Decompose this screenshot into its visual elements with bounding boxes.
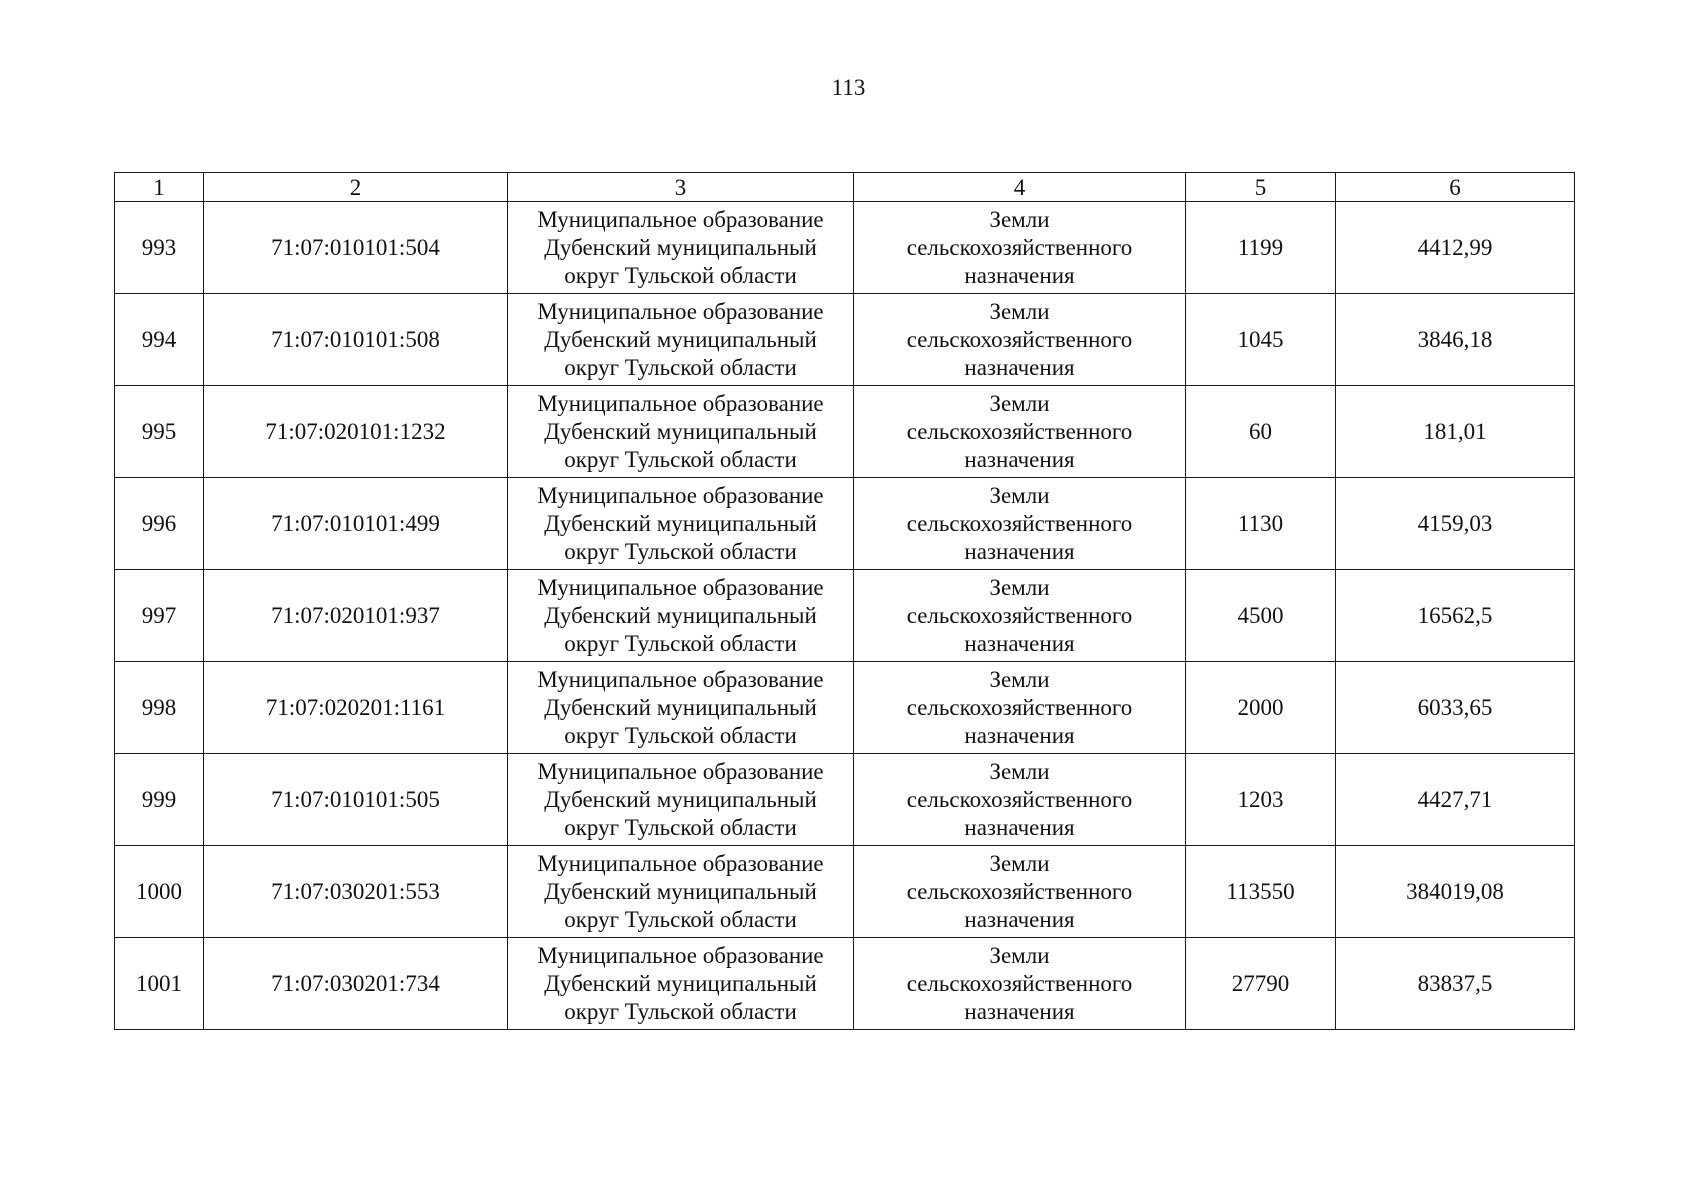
row-number-cell: 997 xyxy=(115,570,204,662)
owner-cell-line: округ Тульской области xyxy=(564,630,797,656)
land-category-cell-line: назначения xyxy=(964,998,1075,1024)
row-number-cell: 996 xyxy=(115,478,204,570)
row-number-cell: 994 xyxy=(115,294,204,386)
table-header-row xyxy=(115,173,1575,202)
value-cell: 4159,03 xyxy=(1336,478,1575,570)
table-row xyxy=(115,938,1575,1030)
land-category-cell-line: Земли xyxy=(989,482,1050,508)
cadastral-number-cell: 71:07:010101:499 xyxy=(204,478,508,570)
cadastral-number-cell: 71:07:020101:1232 xyxy=(204,386,508,478)
land-category-cell xyxy=(854,754,1186,846)
owner-cell-line: Муниципальное образование xyxy=(537,758,824,784)
cadastral-number-cell: 71:07:030201:553 xyxy=(204,846,508,938)
owner-cell xyxy=(508,202,854,294)
land-category-cell xyxy=(854,938,1186,1030)
area-cell: 60 xyxy=(1186,386,1336,478)
owner-cell-line: Дубенский муниципальный xyxy=(544,510,817,536)
owner-cell xyxy=(508,294,854,386)
value-cell: 4412,99 xyxy=(1336,202,1575,294)
row-number-cell: 1001 xyxy=(115,938,204,1030)
land-category-cell xyxy=(854,662,1186,754)
land-category-cell-line: Земли xyxy=(989,758,1050,784)
owner-cell-line: округ Тульской области xyxy=(564,354,797,380)
land-category-cell-line: Земли xyxy=(989,666,1050,692)
land-category-cell-line: сельскохозяйственного xyxy=(906,602,1133,628)
page-number: 113 xyxy=(831,75,866,100)
land-category-cell-line: сельскохозяйственного xyxy=(906,418,1133,444)
owner-cell-line: Дубенский муниципальный xyxy=(544,418,817,444)
land-category-cell xyxy=(854,386,1186,478)
column-header-1: 1 xyxy=(115,173,204,202)
owner-cell xyxy=(508,846,854,938)
area-cell: 1199 xyxy=(1186,202,1336,294)
owner-cell-line: округ Тульской области xyxy=(564,722,797,748)
value-cell: 16562,5 xyxy=(1336,570,1575,662)
land-category-cell-line: сельскохозяйственного xyxy=(906,970,1133,996)
table-row xyxy=(115,846,1575,938)
area-cell: 27790 xyxy=(1186,938,1336,1030)
value-cell: 4427,71 xyxy=(1336,754,1575,846)
value-cell: 181,01 xyxy=(1336,386,1575,478)
land-category-cell xyxy=(854,846,1186,938)
area-cell: 1130 xyxy=(1186,478,1336,570)
land-category-cell-line: Земли xyxy=(989,574,1050,600)
area-cell: 113550 xyxy=(1186,846,1336,938)
column-header-2: 2 xyxy=(204,173,508,202)
owner-cell-line: Муниципальное образование xyxy=(537,666,824,692)
owner-cell-line: Муниципальное образование xyxy=(537,574,824,600)
value-cell: 6033,65 xyxy=(1336,662,1575,754)
column-header-6: 6 xyxy=(1336,173,1575,202)
land-category-cell xyxy=(854,570,1186,662)
table-row xyxy=(115,478,1575,570)
column-header-5: 5 xyxy=(1186,173,1336,202)
table-body xyxy=(115,173,1575,1030)
table-row xyxy=(115,570,1575,662)
land-category-cell-line: назначения xyxy=(964,722,1075,748)
land-category-cell-line: Земли xyxy=(989,206,1050,232)
land-category-cell-line: Земли xyxy=(989,390,1050,416)
owner-cell-line: Муниципальное образование xyxy=(537,942,824,968)
table-row xyxy=(115,294,1575,386)
land-category-cell xyxy=(854,478,1186,570)
table-row xyxy=(115,202,1575,294)
owner-cell-line: Дубенский муниципальный xyxy=(544,326,817,352)
owner-cell-line: округ Тульской области xyxy=(564,906,797,932)
land-category-cell-line: назначения xyxy=(964,446,1075,472)
column-header-4: 4 xyxy=(854,173,1186,202)
land-category-cell-line: назначения xyxy=(964,354,1075,380)
land-category-cell xyxy=(854,294,1186,386)
cadastral-number-cell: 71:07:020201:1161 xyxy=(204,662,508,754)
table-row xyxy=(115,754,1575,846)
owner-cell xyxy=(508,386,854,478)
owner-cell-line: Муниципальное образование xyxy=(537,390,824,416)
row-number-cell: 998 xyxy=(115,662,204,754)
land-category-cell-line: Земли xyxy=(989,298,1050,324)
owner-cell xyxy=(508,570,854,662)
land-registry-table xyxy=(114,172,1575,1030)
owner-cell-line: округ Тульской области xyxy=(564,262,797,288)
land-category-cell-line: сельскохозяйственного xyxy=(906,694,1133,720)
cadastral-number-cell: 71:07:020101:937 xyxy=(204,570,508,662)
row-number-cell: 995 xyxy=(115,386,204,478)
column-header-3: 3 xyxy=(508,173,854,202)
land-category-cell-line: сельскохозяйственного xyxy=(906,786,1133,812)
owner-cell-line: Дубенский муниципальный xyxy=(544,602,817,628)
owner-cell xyxy=(508,662,854,754)
land-category-cell-line: Земли xyxy=(989,942,1050,968)
owner-cell-line: Муниципальное образование xyxy=(537,298,824,324)
owner-cell xyxy=(508,478,854,570)
land-category-cell-line: сельскохозяйственного xyxy=(906,234,1133,260)
owner-cell-line: округ Тульской области xyxy=(564,814,797,840)
value-cell: 3846,18 xyxy=(1336,294,1575,386)
owner-cell-line: Дубенский муниципальный xyxy=(544,234,817,260)
owner-cell-line: Муниципальное образование xyxy=(537,206,824,232)
land-category-cell-line: сельскохозяйственного xyxy=(906,510,1133,536)
owner-cell-line: Дубенский муниципальный xyxy=(544,694,817,720)
land-category-cell xyxy=(854,202,1186,294)
owner-cell xyxy=(508,754,854,846)
land-category-cell-line: назначения xyxy=(964,814,1075,840)
owner-cell-line: Муниципальное образование xyxy=(537,850,824,876)
land-category-cell-line: назначения xyxy=(964,538,1075,564)
area-cell: 2000 xyxy=(1186,662,1336,754)
cadastral-number-cell: 71:07:010101:504 xyxy=(204,202,508,294)
value-cell: 384019,08 xyxy=(1336,846,1575,938)
owner-cell-line: округ Тульской области xyxy=(564,538,797,564)
row-number-cell: 993 xyxy=(115,202,204,294)
cadastral-number-cell: 71:07:030201:734 xyxy=(204,938,508,1030)
cadastral-number-cell: 71:07:010101:508 xyxy=(204,294,508,386)
owner-cell-line: Муниципальное образование xyxy=(537,482,824,508)
owner-cell-line: округ Тульской области xyxy=(564,446,797,472)
owner-cell-line: округ Тульской области xyxy=(564,998,797,1024)
table-row xyxy=(115,386,1575,478)
area-cell: 1045 xyxy=(1186,294,1336,386)
land-category-cell-line: сельскохозяйственного xyxy=(906,326,1133,352)
land-category-cell-line: Земли xyxy=(989,850,1050,876)
area-cell: 1203 xyxy=(1186,754,1336,846)
land-category-cell-line: сельскохозяйственного xyxy=(906,878,1133,904)
owner-cell-line: Дубенский муниципальный xyxy=(544,786,817,812)
land-category-cell-line: назначения xyxy=(964,630,1075,656)
land-category-cell-line: назначения xyxy=(964,906,1075,932)
owner-cell-line: Дубенский муниципальный xyxy=(544,878,817,904)
owner-cell xyxy=(508,938,854,1030)
area-cell: 4500 xyxy=(1186,570,1336,662)
land-category-cell-line: назначения xyxy=(964,262,1075,288)
value-cell: 83837,5 xyxy=(1336,938,1575,1030)
owner-cell-line: Дубенский муниципальный xyxy=(544,970,817,996)
table-row xyxy=(115,662,1575,754)
cadastral-number-cell: 71:07:010101:505 xyxy=(204,754,508,846)
row-number-cell: 999 xyxy=(115,754,204,846)
row-number-cell: 1000 xyxy=(115,846,204,938)
